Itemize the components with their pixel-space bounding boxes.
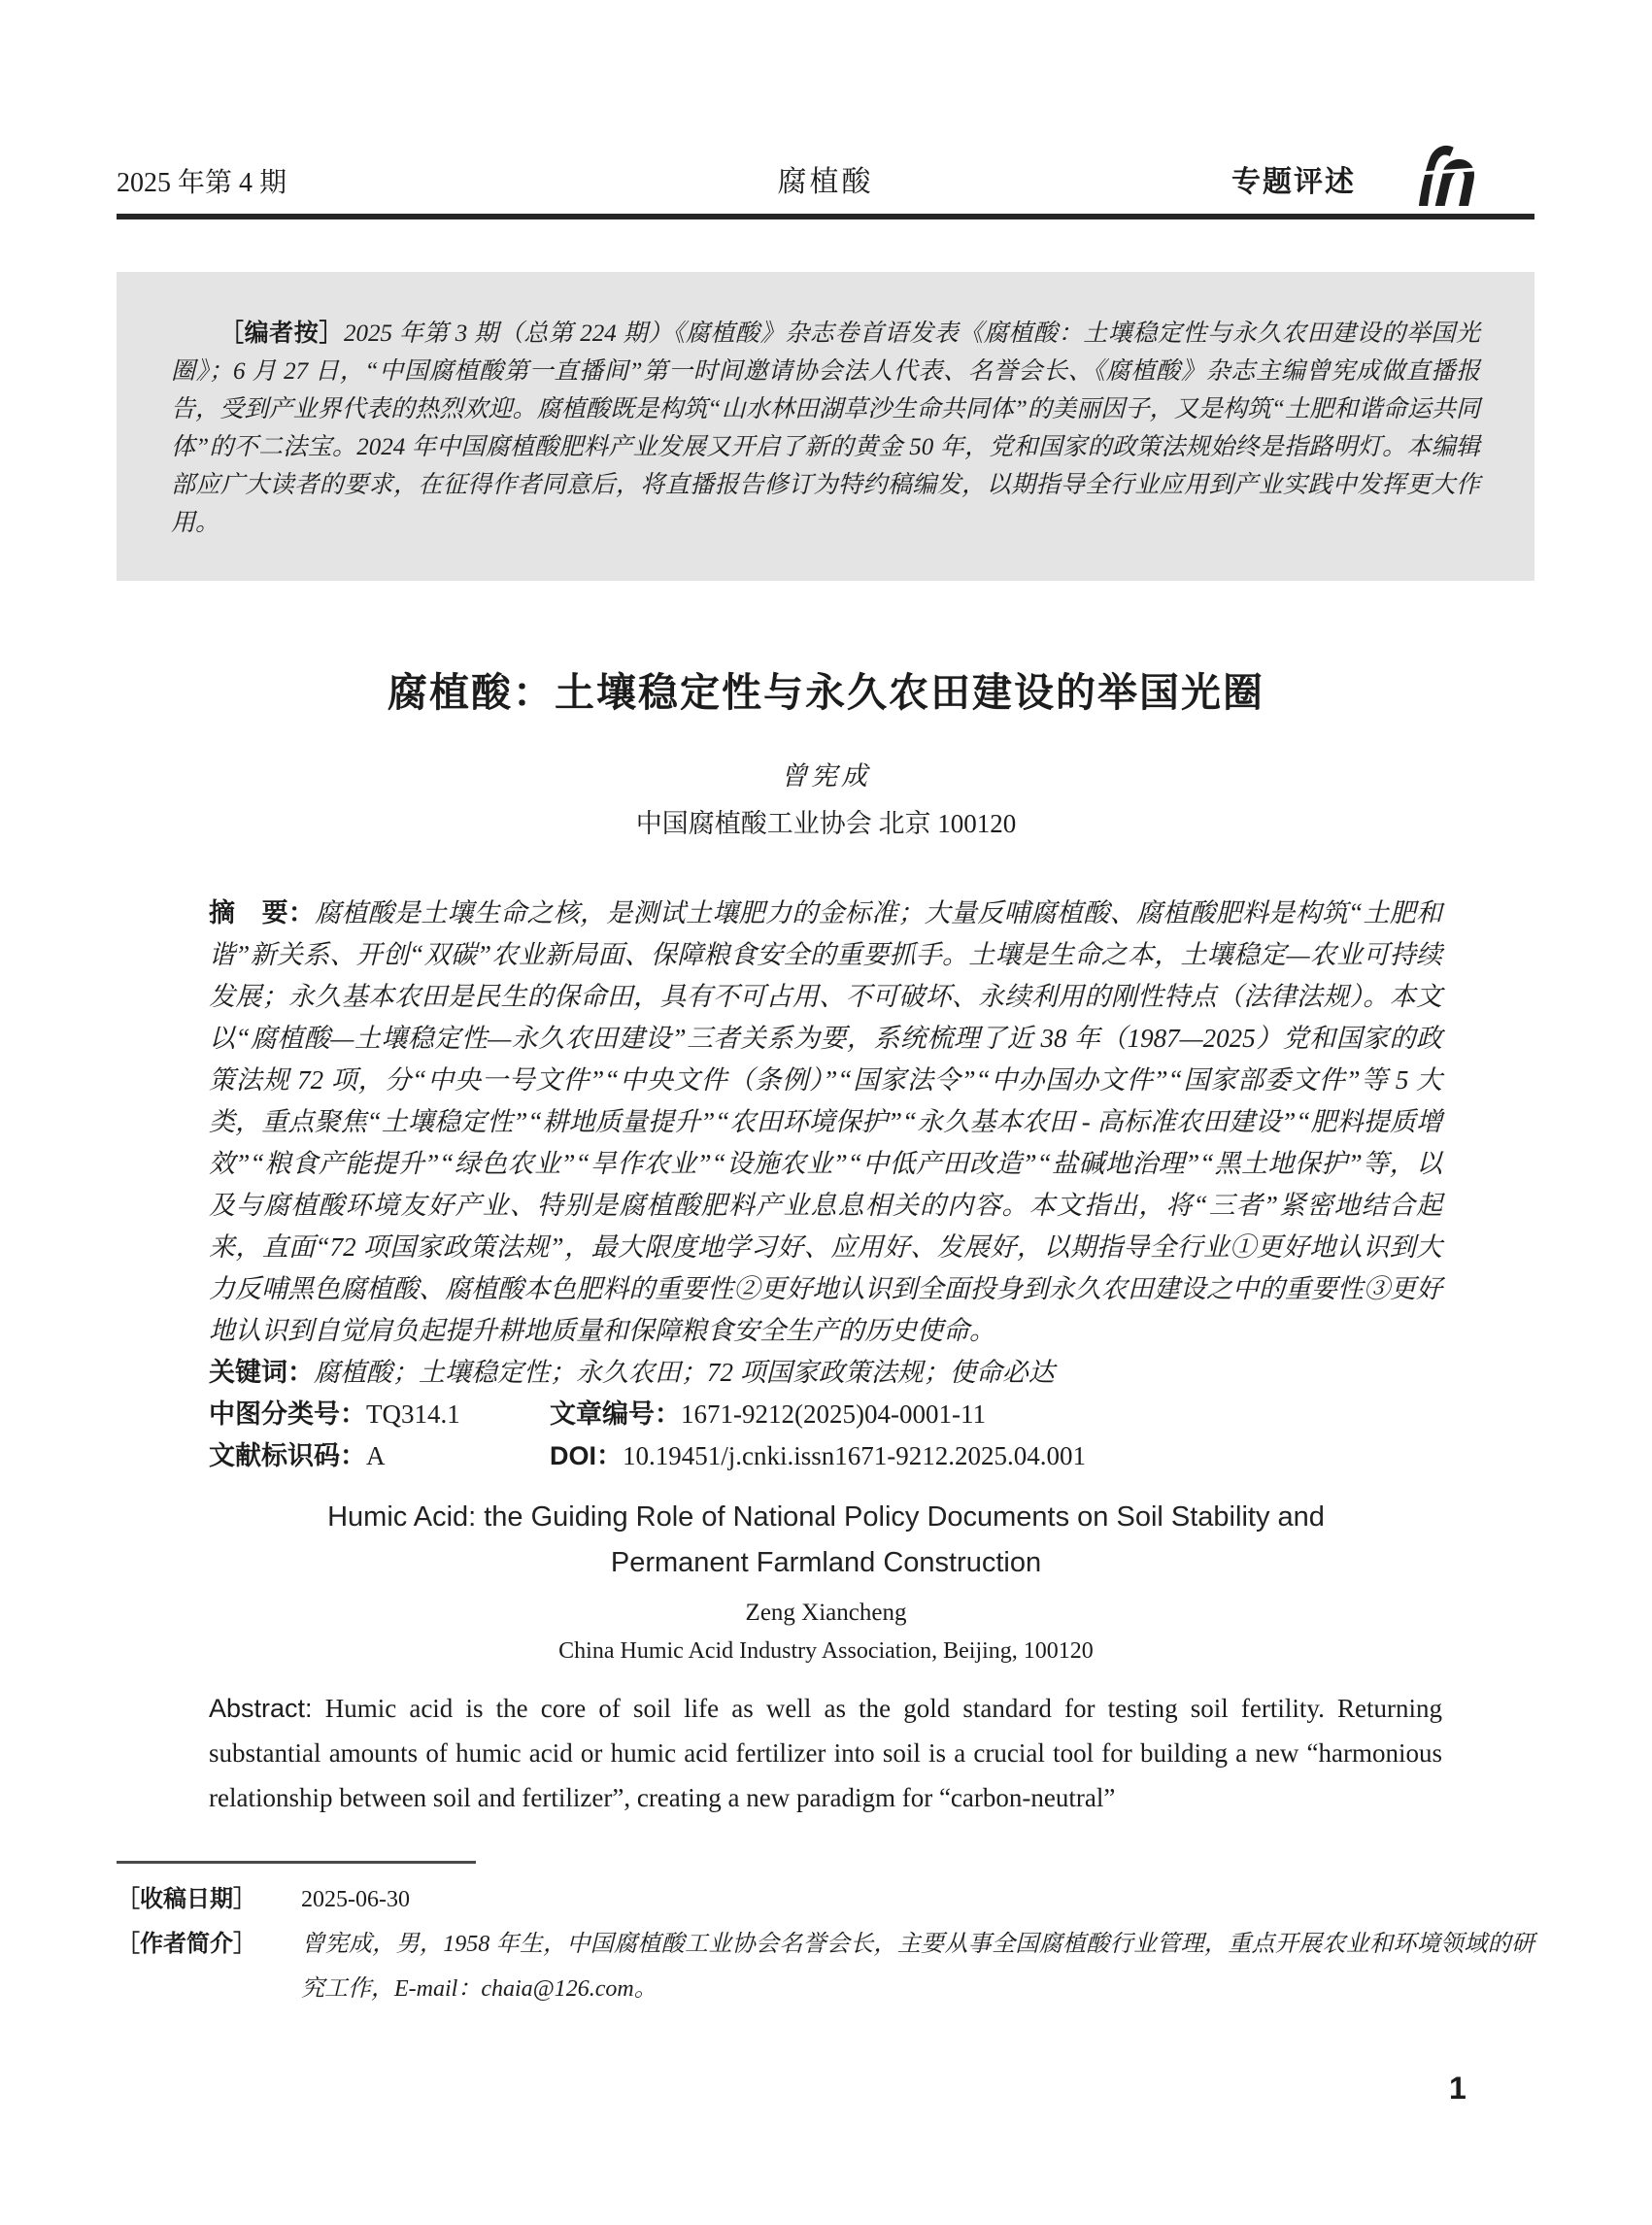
abstract-paragraph: [209, 893, 1442, 1352]
author-name: 曾宪成: [781, 761, 871, 791]
clc-value: TQ314.1: [366, 1399, 460, 1429]
english-abstract-text: Humic acid is the core of soil life as well as the gold standard for testing soil fertility. Returning substantial amounts of humic acid or humic acid fertilizer into soil is a crucial tool for building a new “harmonious relationship between soil and fertilizer”, creating a new paradigm for “carbon-neutral”: [209, 1694, 1443, 1812]
doi-value: 10.19451/j.cnki.issn1671-9212.2025.04.001: [623, 1441, 1087, 1470]
header-divider: [117, 214, 1534, 219]
doc-code-value: A: [366, 1441, 386, 1470]
english-abstract-paragraph: [209, 1686, 1442, 1820]
header-right-zone: [1062, 144, 1534, 200]
article-id-label: 文章编号：: [550, 1399, 681, 1429]
english-affiliation: China Humic Acid Industry Association, Beijing, 100120: [558, 1638, 1094, 1664]
keywords-line: [209, 1352, 1442, 1394]
english-title-line1: Humic Acid: the Guiding Role of National Policy Documents on Soil Stability and: [327, 1501, 1325, 1533]
editor-note-paragraph: [171, 315, 1480, 542]
received-date-label: ［收稿日期］: [117, 1886, 256, 1912]
journal-logo-icon: [1397, 144, 1478, 206]
received-date-line: [117, 1877, 1534, 1922]
editor-note-box: [117, 272, 1534, 581]
doi-column: [550, 1441, 1086, 1470]
doc-code-line: [209, 1435, 1442, 1477]
editor-note-text: 2025 年第 3 期（总第 224 期）《腐植酸》杂志卷首语发表《腐植酸：土壤稳定性与永久农田建设的举国光圈》；6 月 27 日，“中国腐植酸第一直播间”第一时间邀请协会法人代表、名誉会长、《腐植酸》杂志主编曾宪成做直播报告，受到产业界代表的热烈欢迎。腐植酸既是构筑“山水林田湖草沙生命共同体”的美丽因子，又是构筑“土肥和谐命运共同体”的不二法宝。2024 年中国腐植酸肥料产业发展又开启了新的黄金 50 年，党和国家的政策法规始终是指路明灯。本编辑部应广大读者的要求，在征得作者同意后，将直播报告修订为特约稿编发，以期指导全行业应用到产业实践中发挥更大作用。: [171, 320, 1480, 536]
footnote-area: [117, 1861, 1534, 2011]
abstract-label: 摘 要：: [209, 898, 316, 927]
article-id-column: [550, 1399, 986, 1429]
keywords-text: 腐植酸；土壤稳定性；永久农田；72 项国家政策法规；使命必达: [314, 1358, 1055, 1387]
author-affiliation: 中国腐植酸工业协会 北京 100120: [635, 809, 1017, 838]
clc-column: [209, 1394, 550, 1435]
header-left: [117, 161, 590, 200]
column-label: 专题评述: [1231, 166, 1357, 198]
article-title: 腐植酸：土壤稳定性与永久农田建设的举国光圈: [388, 670, 1264, 715]
abstract-text: 腐植酸是土壤生命之核，是测试土壤肥力的金标准；大量反哺腐植酸、腐植酸肥料是构筑“土肥和谐”新关系、开创“双碳”农业新局面、保障粮食安全的重要抓手。土壤是生命之本，土壤稳定—农业可持续发展；永久基本农田是民生的保命田，具有不可占用、不可破坏、永续利用的刚性特点（法律法规）。本文以“腐植酸—土壤稳定性—永久农田建设”三者关系为要，系统梳理了近 38 年（1987—2025）党和国家的政策法规 72 项，分“中央一号文件”“中央文件（条例）”“国家法令”“中办国办文件”“国家部委文件”等 5 大类，重点聚焦“土壤稳定性”“耕地质量提升”“农田环境保护”“永久基本农田 - 高标准农田建设”“肥料提质增效”“粮食产能提升”“绿色农业”“旱作农业”“设施农业”“中低产田改造”“盐碱地治理”“黑土地保护”等，以及与腐植酸环境友好产业、特别是腐植酸肥料产业息息相关的内容。本文指出，将“三者”紧密地结合起来，直面“72 项国家政策法规”，最大限度地学习好、应用好、发展好，以期指导全行业①更好地认识到大力反哺黑色腐植酸、腐植酸本色肥料的重要性②更好地认识到全面投身到永久农田建设之中的重要性③更好地认识到自觉肩负起提升耕地质量和保障粮食安全生产的历史使命。: [209, 898, 1443, 1345]
author-bio-line: [117, 1922, 1534, 2011]
page-header: [117, 144, 1534, 200]
editor-note-label: ［编者按］: [219, 320, 344, 347]
english-author: Zeng Xiancheng: [745, 1600, 907, 1626]
issue-label: 2025 年第 4 期: [117, 168, 287, 198]
header-right: [1062, 144, 1534, 200]
clc-line: [209, 1394, 1442, 1435]
doc-code-column: [209, 1435, 550, 1477]
english-title-line2: Permanent Farmland Construction: [610, 1547, 1042, 1578]
page-number: 1: [1449, 2071, 1467, 2106]
doi-label: DOI：: [550, 1441, 624, 1470]
header-center: [590, 157, 1062, 200]
english-block: [0, 1495, 1652, 1665]
author-bio-text: 曾宪成，男，1958 年生，中国腐植酸工业协会名誉会长，主要从事全国腐植酸行业管理，重点开展农业和环境领域的研究工作，E-mail：chaia@126.com。: [301, 1932, 1534, 2002]
doc-code-label: 文献标识码：: [209, 1441, 366, 1470]
english-abstract-label: Abstract:: [209, 1694, 313, 1723]
keywords-label: 关键词：: [209, 1358, 314, 1387]
article-id-value: 1671-9212(2025)04-0001-11: [681, 1399, 986, 1429]
footnote-divider: [117, 1861, 476, 1864]
journal-name: 腐植酸: [777, 166, 874, 198]
received-date-value: 2025-06-30: [301, 1887, 410, 1912]
author-bio-label: ［作者简介］: [117, 1931, 256, 1957]
clc-label: 中图分类号：: [209, 1399, 366, 1429]
chinese-abstract-block: [209, 893, 1442, 1477]
